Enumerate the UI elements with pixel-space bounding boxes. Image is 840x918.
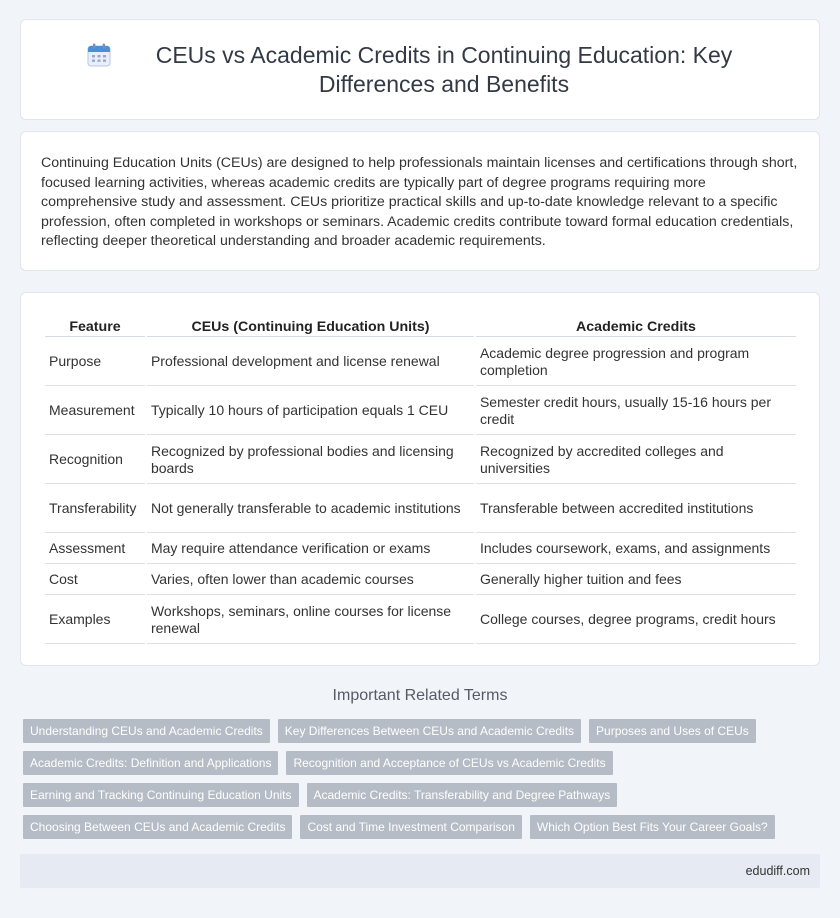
related-tag[interactable]: Key Differences Between CEUs and Academic Credits: [278, 719, 581, 743]
row-ceus: Recognized by professional bodies and licensing boards: [147, 437, 474, 484]
row-ceus: Typically 10 hours of participation equals 1 CEU: [147, 388, 474, 435]
row-ceus: May require attendance verification or exams: [147, 535, 474, 564]
row-ceus: Workshops, seminars, online courses for license renewal: [147, 597, 474, 644]
row-feature: Purpose: [45, 339, 145, 386]
page-title: CEUs vs Academic Credits in Continuing Education: Key Differences and Benefits: [155, 41, 733, 97]
intro-card: [20, 131, 820, 271]
related-tag[interactable]: Academic Credits: Transferability and Degree Pathways: [307, 783, 618, 807]
related-tag[interactable]: Recognition and Acceptance of CEUs vs Academic Credits: [286, 751, 612, 775]
footer-site-link[interactable]: edudiff.com: [745, 864, 810, 878]
calendar-icon: [86, 42, 112, 68]
row-academic: College courses, degree programs, credit hours: [476, 597, 796, 644]
row-academic: Semester credit hours, usually 15-16 hours per credit: [476, 388, 796, 435]
related-tag[interactable]: Purposes and Uses of CEUs: [589, 719, 756, 743]
row-academic: Recognized by accredited colleges and universities: [476, 437, 796, 484]
row-feature: Cost: [45, 566, 145, 595]
row-feature: Transferability: [45, 486, 145, 533]
related-tag[interactable]: Understanding CEUs and Academic Credits: [23, 719, 270, 743]
related-tag[interactable]: Cost and Time Investment Comparison: [300, 815, 521, 839]
related-tag[interactable]: Choosing Between CEUs and Academic Credits: [23, 815, 292, 839]
row-feature: Recognition: [45, 437, 145, 484]
header-card: [20, 19, 820, 120]
table-header-row: [45, 317, 796, 337]
table-row: [45, 437, 796, 484]
related-tag[interactable]: Academic Credits: Definition and Applications: [23, 751, 278, 775]
comparison-table: [43, 315, 798, 646]
row-ceus: Not generally transferable to academic institutions: [147, 486, 474, 533]
header-ceus: CEUs (Continuing Education Units): [147, 317, 474, 337]
table-row: [45, 535, 796, 564]
header-academic-credits: Academic Credits: [476, 317, 796, 337]
header-feature: Feature: [45, 317, 145, 337]
row-ceus: Professional development and license renewal: [147, 339, 474, 386]
table-row: [45, 486, 796, 533]
related-terms-tags: [23, 719, 813, 847]
row-academic: Transferable between accredited institutions: [476, 486, 796, 533]
row-feature: Assessment: [45, 535, 145, 564]
intro-paragraph: Continuing Education Units (CEUs) are designed to help professionals maintain licenses and certifications through short, focused learning activities, whereas academic credits are typically part of degree programs requiring more comprehensive study and assessment. CEUs prioritize practical skills and up-to-date knowledge relevant to a specific profession, often completed in workshops or seminars. Academic credits contribute toward formal education credentials, reflecting deeper theoretical understanding and broader academic requirements.: [41, 155, 798, 250]
row-academic: Includes coursework, exams, and assignments: [476, 535, 796, 564]
row-ceus: Varies, often lower than academic courses: [147, 566, 474, 595]
footer: [20, 854, 820, 888]
row-academic: Academic degree progression and program completion: [476, 339, 796, 386]
related-tag[interactable]: Which Option Best Fits Your Career Goals?: [530, 815, 775, 839]
row-academic: Generally higher tuition and fees: [476, 566, 796, 595]
row-feature: Measurement: [45, 388, 145, 435]
related-terms-title: Important Related Terms: [332, 687, 508, 704]
table-row: [45, 597, 796, 644]
comparison-table-card: [20, 292, 820, 666]
row-feature: Examples: [45, 597, 145, 644]
table-row: [45, 566, 796, 595]
table-row: [45, 388, 796, 435]
related-tag[interactable]: Earning and Tracking Continuing Education Units: [23, 783, 299, 807]
table-row: [45, 339, 796, 386]
